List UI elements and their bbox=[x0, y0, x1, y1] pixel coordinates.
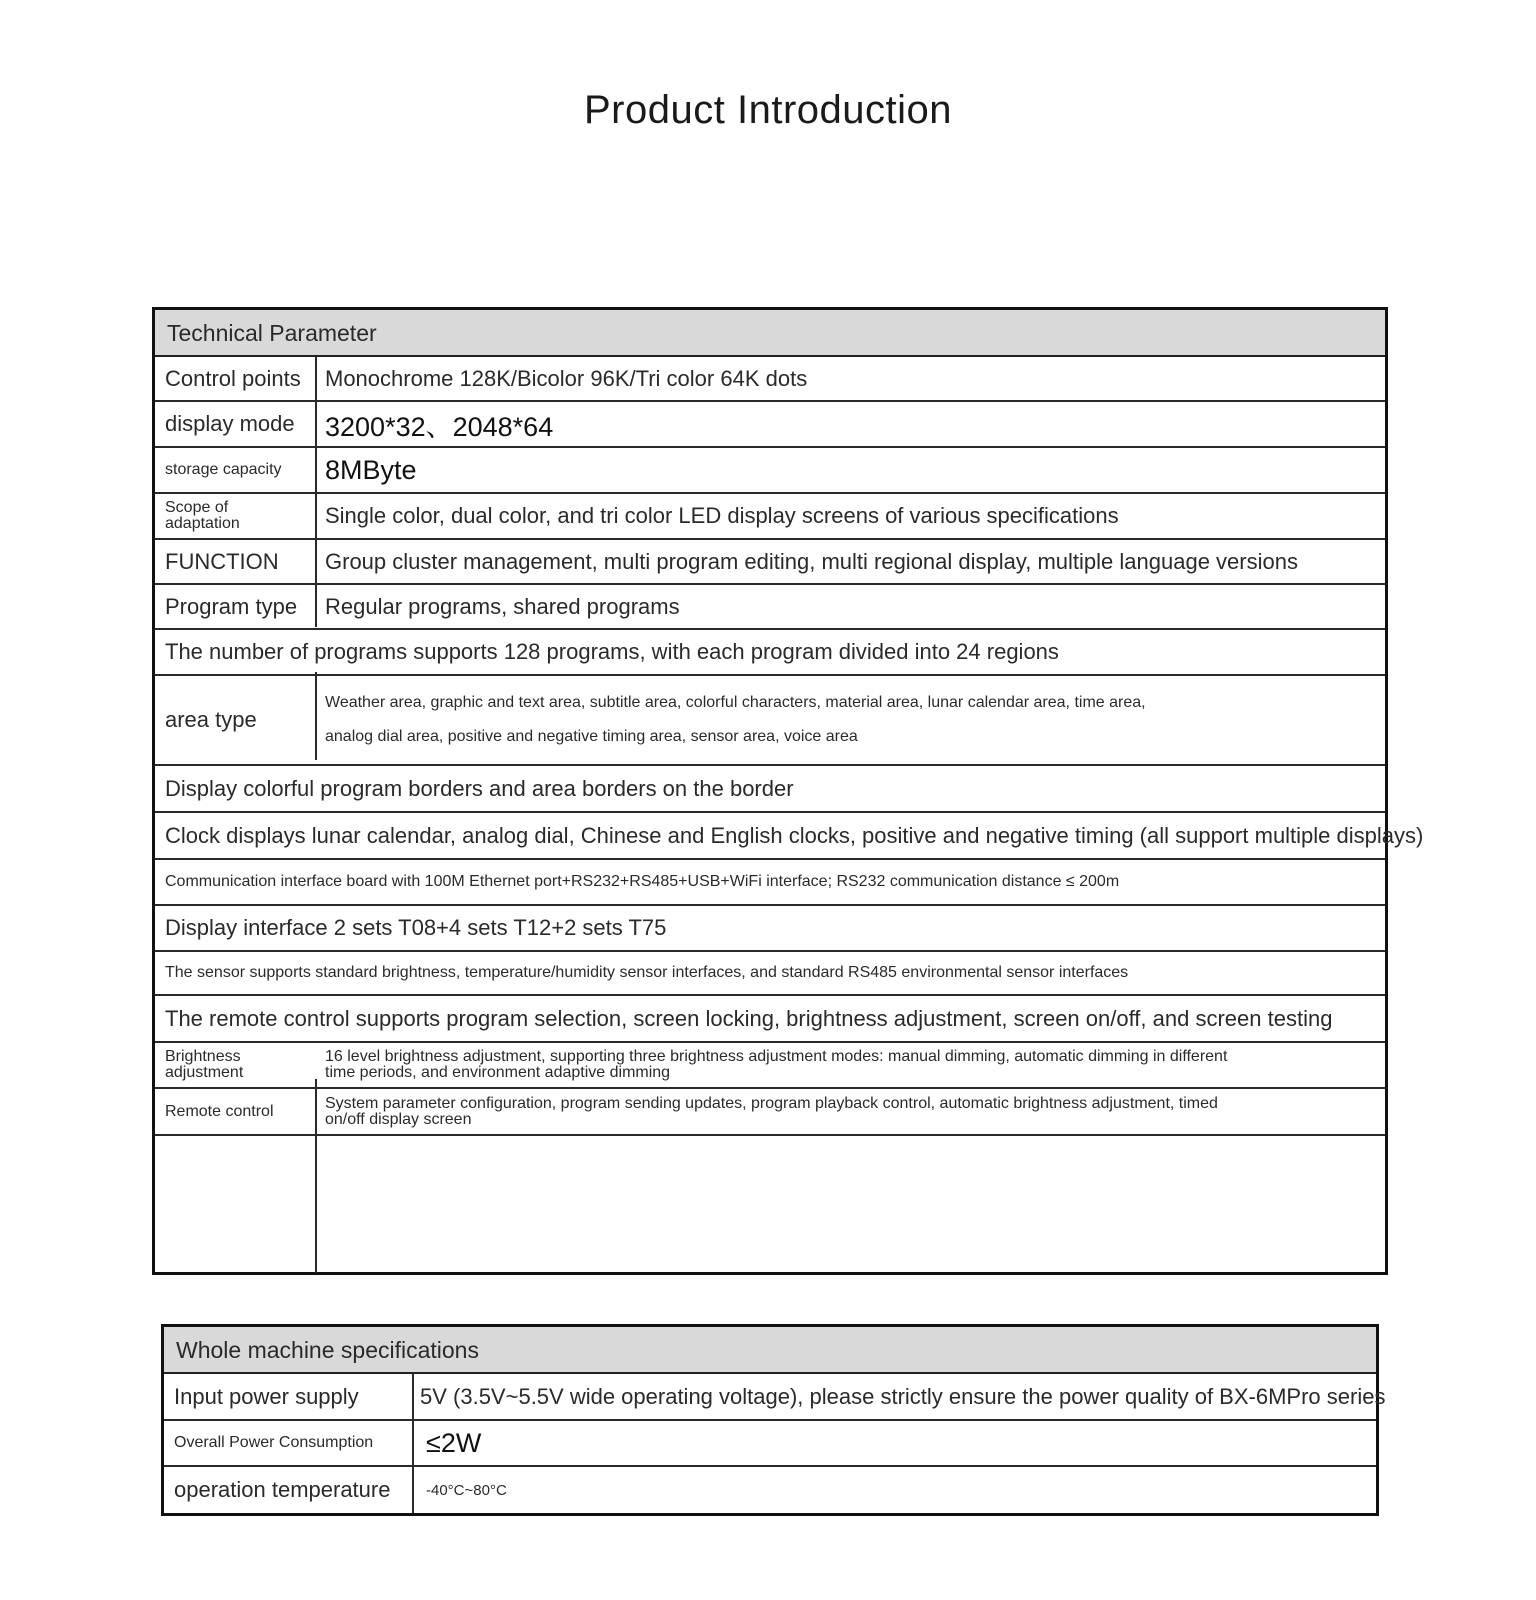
table-row bbox=[164, 1374, 1386, 1421]
row-value: Monochrome 128K/Bicolor 96K/Tri color 64K dots bbox=[325, 365, 808, 391]
table-row bbox=[155, 860, 1385, 906]
row-value bbox=[325, 1043, 1227, 1087]
row-value: ≤2W bbox=[426, 1427, 482, 1458]
table-row bbox=[155, 1089, 1385, 1136]
row-label-line: Scope of bbox=[165, 499, 229, 516]
page-title: Product Introduction bbox=[584, 88, 952, 132]
row-label: Control points bbox=[165, 365, 301, 391]
row-value: 3200*32、2048*64 bbox=[325, 411, 554, 442]
row-label: Input power supply bbox=[174, 1383, 359, 1409]
row-full-text: Display interface 2 sets T08+4 sets T12+2 sets T75 bbox=[165, 915, 667, 940]
row-value-line: analog dial area, positive and negative timing area, sensor area, voice area bbox=[325, 728, 858, 745]
technical-parameter-table bbox=[152, 307, 1424, 1275]
row-value: Single color, dual color, and tri color LED display screens of various specifications bbox=[325, 503, 1119, 528]
row-label: storage capacity bbox=[165, 461, 282, 478]
row-label: FUNCTION bbox=[165, 548, 279, 574]
row-value: Regular programs, shared programs bbox=[325, 593, 680, 619]
row-label-line: adjustment bbox=[165, 1064, 244, 1081]
row-label: area type bbox=[165, 707, 257, 732]
table-row bbox=[164, 1467, 1376, 1513]
technical-parameter-header: Technical Parameter bbox=[155, 310, 1385, 357]
row-value bbox=[325, 676, 1146, 764]
whole-machine-specifications-table bbox=[161, 1324, 1386, 1516]
empty-row bbox=[155, 1136, 1385, 1266]
row-label-line: adaptation bbox=[165, 515, 240, 532]
row-value: Group cluster management, multi program editing, multi regional display, multiple language versions bbox=[325, 548, 1298, 574]
row-label: Overall Power Consumption bbox=[174, 1434, 374, 1451]
table-row bbox=[155, 996, 1385, 1043]
table-row bbox=[155, 813, 1424, 860]
row-label: Remote control bbox=[165, 1102, 274, 1120]
table-row bbox=[155, 585, 1385, 630]
row-value-line: time periods, and environment adaptive dimming bbox=[325, 1064, 671, 1081]
table-row bbox=[155, 766, 1385, 813]
row-value bbox=[325, 1089, 1218, 1134]
table-row bbox=[155, 494, 1385, 540]
row-value: -40°C~80°C bbox=[426, 1481, 507, 1499]
table-row bbox=[155, 630, 1385, 676]
row-label bbox=[165, 1043, 315, 1087]
row-full-text: The number of programs supports 128 programs, with each program divided into 24 regions bbox=[165, 639, 1059, 664]
whole-machine-header: Whole machine specifications bbox=[164, 1327, 1376, 1374]
table-row bbox=[155, 540, 1385, 585]
row-value-line: Weather area, graphic and text area, subtitle area, colorful characters, material area, lunar calendar area, time area, bbox=[325, 694, 1146, 711]
table-row bbox=[155, 952, 1385, 996]
table-row bbox=[155, 357, 1385, 402]
table-row bbox=[155, 448, 1385, 494]
row-full-text: Display colorful program borders and area borders on the border bbox=[165, 775, 794, 801]
row-full-text: Communication interface board with 100M Ethernet port+RS232+RS485+USB+WiFi interface; RS232 communication distance ≤ 200m bbox=[165, 873, 1120, 890]
row-full-text: The remote control supports program selection, screen locking, brightness adjustment, screen on/off, and screen testing bbox=[165, 1005, 1333, 1031]
table-row bbox=[164, 1421, 1376, 1467]
table-row bbox=[155, 1043, 1385, 1089]
table-row bbox=[155, 402, 1385, 448]
table-row bbox=[155, 676, 1385, 766]
row-value-line: 16 level brightness adjustment, supporting three brightness adjustment modes: manual dimming, automatic dimming in different bbox=[325, 1048, 1228, 1065]
row-full-text: Clock displays lunar calendar, analog dial, Chinese and English clocks, positive and negative timing (all support multiple displays) bbox=[165, 822, 1424, 848]
row-value: 8MByte bbox=[325, 454, 417, 485]
row-value-line: System parameter configuration, program sending updates, program playback control, automatic brightness adjustment, timed bbox=[325, 1094, 1218, 1112]
row-value: 5V (3.5V~5.5V wide operating voltage), please strictly ensure the power quality of BX-6MPro series bbox=[420, 1383, 1386, 1409]
row-value-line: on/off display screen bbox=[325, 1110, 472, 1128]
row-label: display mode bbox=[165, 411, 295, 436]
table-row bbox=[155, 906, 1385, 952]
row-label-line: Brightness bbox=[165, 1048, 241, 1065]
row-label: Program type bbox=[165, 593, 298, 619]
row-full-text: The sensor supports standard brightness, temperature/humidity sensor interfaces, and standard RS485 environmental sensor interfaces bbox=[165, 964, 1129, 981]
row-label bbox=[165, 494, 315, 538]
row-label: operation temperature bbox=[174, 1477, 391, 1502]
